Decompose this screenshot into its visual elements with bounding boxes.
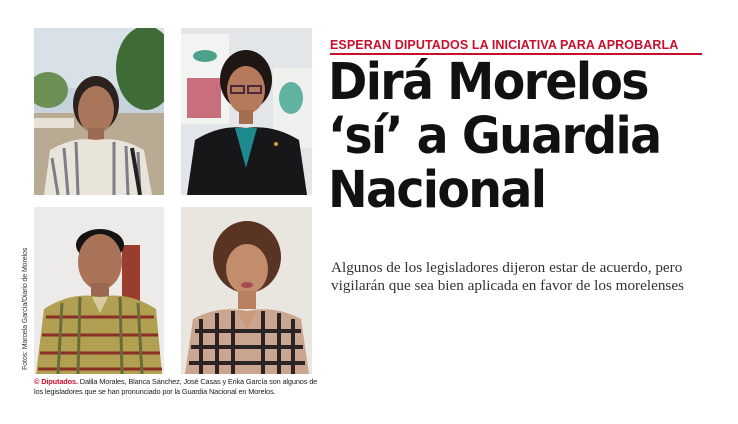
- photo-erika-garcia: [181, 207, 312, 374]
- photo-dalila-morales: [34, 28, 164, 195]
- caption-text: Dalila Morales, Blanca Sánchez, José Casas y Erika García son algunos de los legisladores que se han pronunciado por la Guardia Nacional en Morelos.: [34, 377, 318, 396]
- article-headline: [328, 53, 700, 220]
- photo-credit: Fotos: Marcela García/Diario de Morelos: [22, 247, 29, 370]
- caption-lead: Diputados.: [41, 377, 78, 386]
- headline-line-2: ‘sí’ a Guardia: [328, 107, 661, 166]
- article-dek: Algunos de los legisladores dijeron estar de acuerdo, pero vigilarán que sea bien aplicada en favor de los morelenses: [331, 259, 684, 294]
- photo-jose-casas: [34, 207, 164, 374]
- photo-blanca-sanchez: [181, 28, 312, 195]
- article-kicker: ESPERAN DIPUTADOS LA INICIATIVA PARA APROBARLA: [330, 39, 702, 55]
- caption-mark: ©: [34, 377, 40, 386]
- photo-caption: [34, 377, 319, 397]
- headline-line-1: Dirá Morelos: [328, 53, 648, 112]
- headline-line-3: Nacional: [328, 161, 546, 220]
